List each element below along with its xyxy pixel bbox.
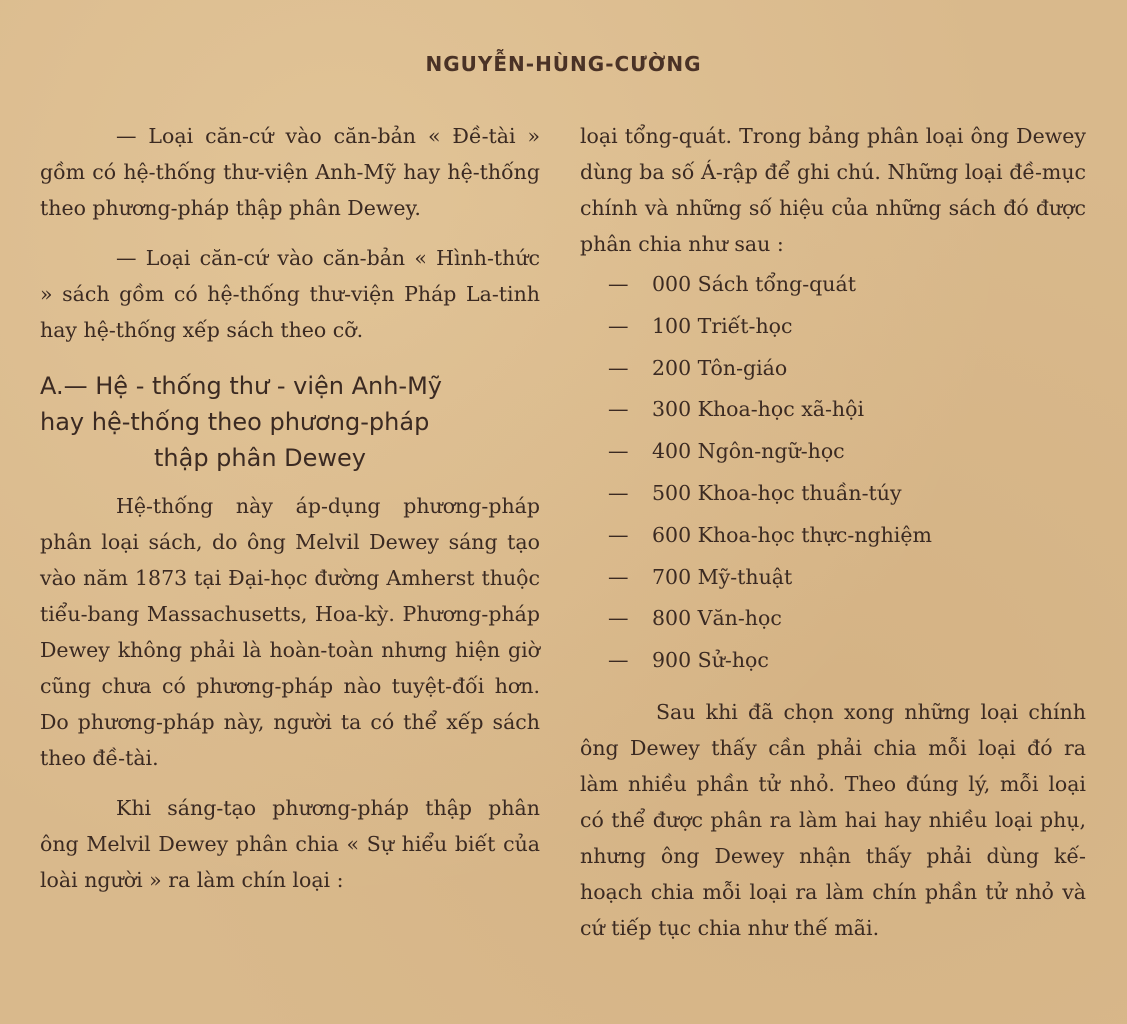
list-dash: —: [608, 439, 629, 464]
dewey-class-label: 100 Triết-học: [652, 313, 793, 338]
dewey-class-item: [608, 431, 1086, 473]
paragraph-nine-classes: Khi sáng-tạo phương-pháp thập phân ông Melvil Dewey phân chia « Sự hiểu biết của loài người » ra làm chín loại :: [40, 796, 540, 892]
dewey-class-label: 000 Sách tổng-quát: [652, 272, 856, 296]
page-header: NGUYỄN-HÙNG-CƯỜNG: [425, 52, 702, 76]
list-dash: —: [608, 606, 629, 631]
list-dash: —: [608, 648, 629, 673]
dewey-class-item: [608, 473, 1086, 515]
list-dash: —: [608, 355, 629, 380]
left-column: [40, 118, 540, 898]
dewey-class-label: 300 Khoa-học xã-hội: [652, 397, 865, 422]
paragraph-subject-basis: — Loại căn-cứ vào căn-bản « Đề-tài » gồm có hệ-thống thư-viện Anh-Mỹ hay hệ-thống theo phương-pháp thập phân Dewey.: [40, 124, 540, 220]
list-dash: —: [608, 313, 629, 338]
dewey-class-item: [608, 348, 1086, 390]
dewey-class-item: [608, 515, 1086, 557]
dewey-class-label: 500 Khoa-học thuần-túy: [652, 480, 902, 505]
dewey-class-label: 400 Ngôn-ngữ-học: [652, 439, 845, 464]
paragraph-dewey-history: Hệ-thống này áp-dụng phương-pháp phân loại sách, do ông Melvil Dewey sáng tạo vào năm 1873 tại Đại-học đường Amherst thuộc tiểu-bang Massachusetts, Hoa-kỳ. Phương-pháp Dewey không phải là hoàn-toàn nhưng hiện giờ cũng chưa có phương-pháp nào tuyệt-đối hơn. Do phương-pháp này, người ta có thể xếp sách theo đề-tài.: [40, 494, 540, 770]
dewey-class-item: [608, 306, 1086, 348]
dewey-class-item: [608, 389, 1086, 431]
dewey-class-list: [608, 264, 1086, 682]
list-dash: —: [608, 564, 629, 589]
dewey-class-item: [608, 264, 1086, 306]
dewey-class-label: 800 Văn-học: [652, 606, 782, 631]
paragraph-arabic-numbers: loại tổng-quát. Trong bảng phân loại ông Dewey dùng ba số Á-rập để ghi chú. Những loại đề-mục chính và những số hiệu của những sách đó được phân chia như sau :: [580, 124, 1086, 256]
dewey-class-label: 700 Mỹ-thuật: [652, 564, 793, 589]
dewey-class-label: 900 Sử-học: [652, 648, 769, 673]
dewey-class-item: [608, 598, 1086, 640]
paragraph-subdivision: Sau khi đã chọn xong những loại chính ông Dewey thấy cần phải chia mỗi loại đó ra làm nhiều phần tử nhỏ. Theo đúng lý, mỗi loại có thể được phân ra làm hai hay nhiều loại phụ, nhưng ông Dewey nhận thấy phải dùng kế-hoạch chia mỗi loại ra làm chín phần tử nhỏ và cứ tiếp tục chia như thế mãi.: [580, 699, 1086, 940]
list-dash: —: [608, 480, 629, 505]
dewey-class-label: 200 Tôn-giáo: [652, 355, 788, 380]
section-heading-line-2: hay hệ-thống theo phương-pháp: [40, 408, 430, 436]
section-heading-line-3: thập phân Dewey: [153, 444, 367, 472]
list-dash: —: [608, 272, 629, 296]
section-heading: [40, 368, 540, 476]
section-heading-line-1: A.— Hệ - thống thư - viện Anh-Mỹ: [40, 372, 442, 400]
paragraph-form-basis: — Loại căn-cứ vào căn-bản « Hình-thức » sách gồm có hệ-thống thư-viện Pháp La-tinh hay hệ-thống xếp sách theo cỡ.: [40, 246, 540, 342]
right-column: [580, 118, 1086, 946]
dewey-class-item: [608, 557, 1086, 599]
dewey-class-label: 600 Khoa-học thực-nghiệm: [652, 522, 932, 547]
dewey-class-item: [608, 640, 1086, 682]
list-dash: —: [608, 397, 629, 422]
list-dash: —: [608, 522, 629, 547]
